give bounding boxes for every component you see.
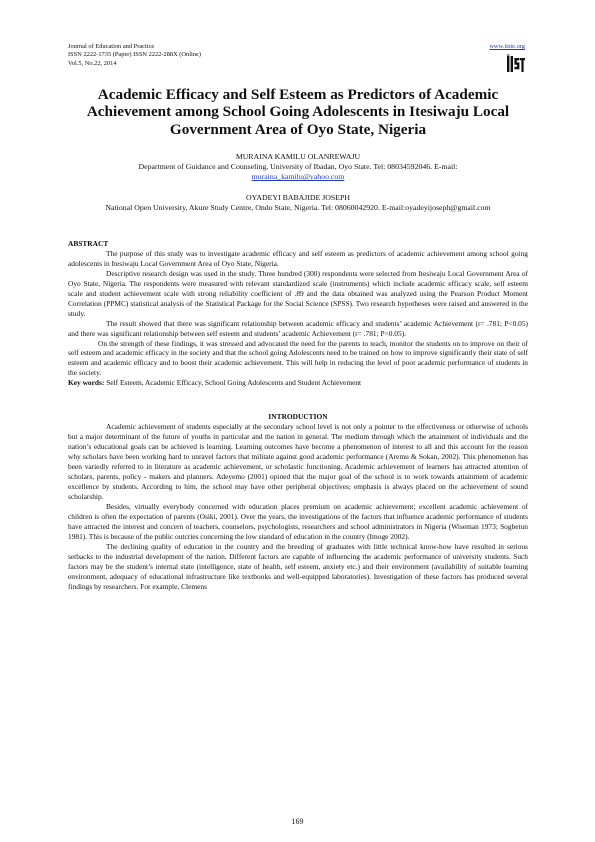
author-name: MURAINA KAMILU OLANREWAJU [235, 152, 361, 161]
journal-name: Journal of Education and Practice [68, 43, 155, 50]
author-affiliation: National Open University, Akure Study Centre, Ondo State, Nigeria. Tel: 08060042920. E-mail:oyadeyijoseph@gmail.com [105, 203, 491, 213]
issn-line: ISSN 2222-1735 (Paper) ISSN 2222-288X (Online) [68, 51, 201, 59]
author-email-link[interactable]: muraina_kamilu@yahoo.com [251, 172, 345, 182]
paper-body [68, 239, 528, 591]
abstract-paragraph: The result showed that there was significant relationship between academic efficacy and students’ academic Achievement (r= .781; P<0.05) and there was significant relationship between self esteem and students’ academic Achievement (r= .781; P<0.05). [68, 318, 528, 338]
abstract-paragraph: The purpose of this study was to investigate academic efficacy and self esteem as predictors of academic achievement among school going adolescents in Itesiwaju Local Government Area of Oyo State, Nigeria. [68, 248, 528, 268]
page-number: 169 [291, 817, 304, 826]
introduction-heading: INTRODUCTION [268, 412, 328, 422]
keywords-label: Key words: [68, 378, 105, 388]
author-affiliation: Department of Guidance and Counseling, University of Ibadan, Oyo State. Tel: 08034592046. E-mail: [138, 162, 458, 172]
introduction-paragraph: Academic achievement of students especially at the secondary school level is not only a pointer to the effectiveness or otherwise of schools but a major determinant of the future of youths in particular and the nation in general. The medium through which the attainment of individuals and the nation’s educational goals can be achieved is learning. Learning outcomes have become a phenomenon of interest to all and this account for the reason why scholars have been working hard to unravel factors that militate against good academic performance (Aremu & Sokan, 2002). This phenomenon has been variedly referred to in literature as academic achievement, or scholastic functioning. Academic achievement of learners has attracted attention of scholars, parents, policy - makers and planners. Adeyemo (2001) opined that the major goal of the school is to work towards attainment of academic excellence by students. According to him, the school may have other peripheral objectives; emphasis is always placed on the achievement of sound scholarship. [68, 422, 528, 501]
author-block-2 [68, 193, 528, 213]
volume-line: Vol.5, No.22, 2014 [68, 59, 117, 67]
author-name: OYADEYI BABAJIDE JOSEPH [246, 193, 350, 202]
running-header [68, 43, 528, 68]
abstract-paragraph: Descriptive research design was used in the study. Three hundred (300) respondents were selected from Itesiwaju Local Government Area of Oyo State, Nigeria. The respondents were measured with relevant standardized scale (instruments) which include academic efficacy scale, self esteem scale and student achievement scale with strong reliability coefficient of .89 and the data obtained was analyzed using the Pearson Product Moment Correlation (PPMC) statistical analysis of the Statistical Package for the Social Science (SPSS). Two research hypotheses were raised and answered in the study. [68, 268, 528, 318]
abstract-paragraph: On the strength of these findings, it was stressed and advocated the need for the parents to teach, monitor the students on to improve on their of self esteem and academic efficacy in the society and that the school going Adolescents need to be trained on how to improve significantly their state of self esteem and academic efficacy and to boost their academic achievement. This will help in reducing the level of poor academic performance of students in the society. [68, 338, 528, 378]
journal-url-link[interactable]: www.iiste.org [489, 43, 525, 50]
keywords-line [68, 378, 528, 388]
introduction-paragraph: The declining quality of education in the country and the breeding of graduates with little technical know-how have resulted in serious setbacks to the industrial development of the nation. Different factors are capable of influencing the academic performance of university students. Such factors may be the student’s internal state (intelligence, state of health, self esteem, anxiety etc.) and their environment (availability of suitable learning environment, adequacy of educational infrastructure like textbooks and well-equipped laboratories). Investigation of these factors has produced several findings by researchers. For example, Clemens [68, 541, 528, 591]
introduction-paragraph: Besides, virtually everybody concerned with education places premium on academic achievement; excellent academic achievement of children is often the expectation of parents (Osiki, 2001). Over the years, the investigations of the factors that influence academic performance of students have attracted the interest and concern of teachers, counselors, psychologists, researchers and school administrators in Nigeria (Wiseman 1973; Sogbetun 1981). This is because of the public outcries concerning the low standard of education in the country (Imoge 2002). [68, 501, 528, 541]
keywords-text: Self Esteem, Academic Efficacy, School Going Adolescents and Student Achievement [106, 378, 362, 388]
author-block-1 [68, 152, 528, 183]
abstract-heading: ABSTRACT [68, 239, 109, 248]
paper-title: Academic Efficacy and Self Esteem as Predictors of Academic Achievement among School Going Adolescents in Itesiwaju Local Government Area of Oyo State, Nigeria [86, 86, 510, 138]
iiste-logo-icon [506, 54, 526, 74]
